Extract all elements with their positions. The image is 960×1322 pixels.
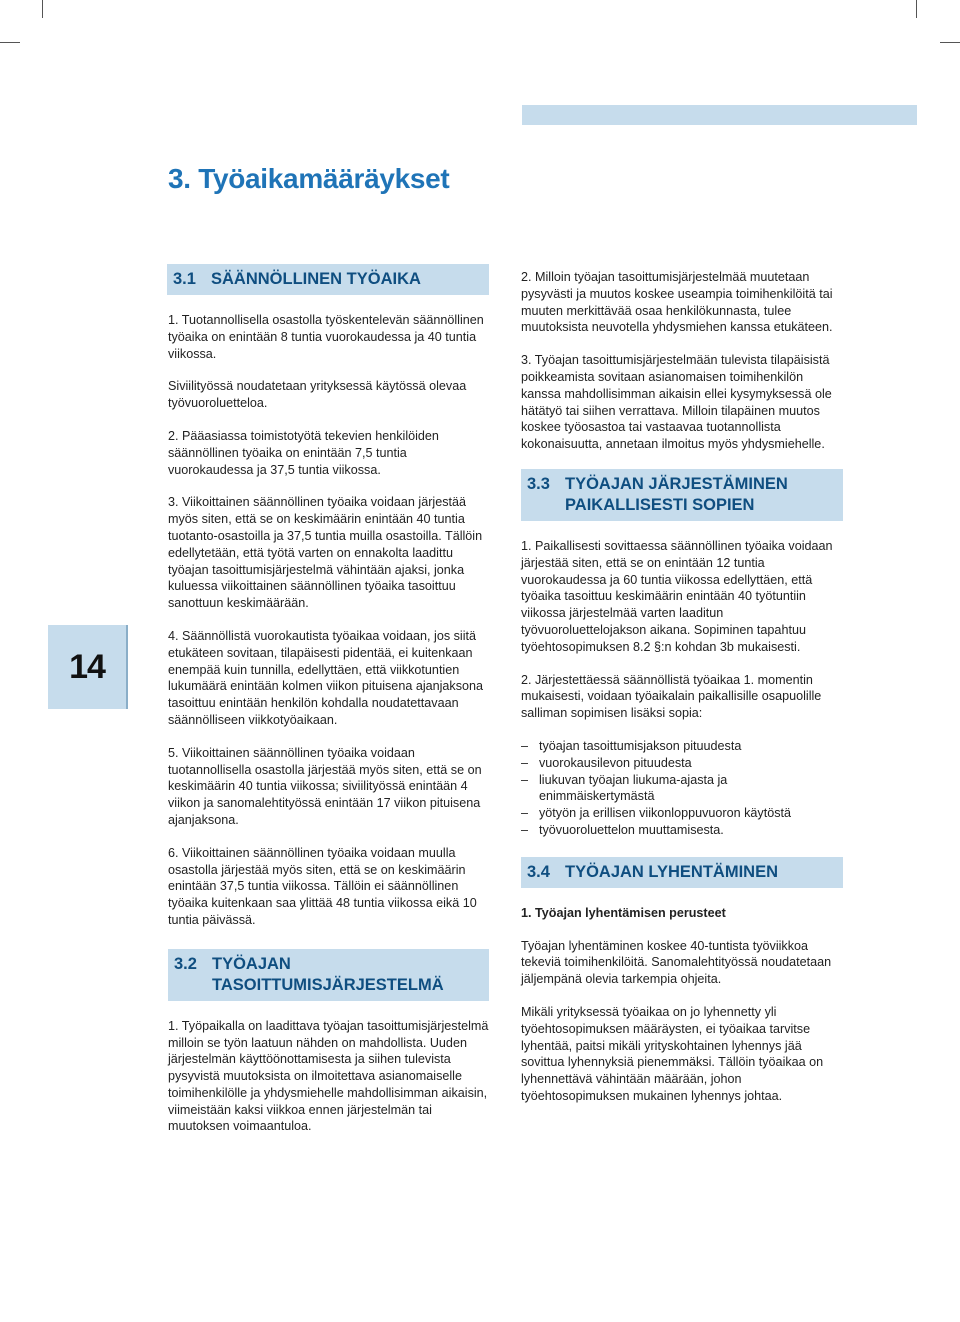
paragraph: Mikäli yrityksessä työaikaa on jo lyhennetty yli työehtosopimuksen määräysten, ei työaikaa tarvitse lyhentää, paitsi mikäli yrityskohtainen lyhennys jää sovittua lyhennyksiä pienemmäksi. Tällöin työaikaa on lyhennettävä vähintään määrään, johon työehtosopimuksen mukainen lyhennys johtaa.: [521, 1004, 824, 1103]
section-heading-3-1: [167, 264, 489, 295]
paragraph: 1. Paikallisesti sovittaessa säännöllinen työaika voidaan järjestää siten, että se on enintään 12 tuntia vuorokaudessa ja 60 tuntia viikossa edellyttäen, että työaika tasoittuu keskimäärin enintään 40 työtuntiin viikossa järjestelmää varten laaditun työvuoroluettelojakson aikana. Sopiminen tapahtuu työehtosopimuksen 8.2 §:n kohdan 3b mukaisesti.: [521, 538, 833, 654]
page-number: 14: [69, 647, 105, 686]
section-number: 3.2: [174, 954, 197, 973]
section-number: 3.1: [173, 270, 196, 288]
paragraph: 2. Milloin työajan tasoittumisjärjestelmää muutetaan pysyvästi ja muutos koskee useampia toimihenkilöitä tai muuten merkittävää osaa henkilökunnasta, tulee muutoksista neuvotella yhdysmiehen kanssa etukäteen.: [521, 270, 833, 335]
paragraph: 6. Viikoittainen säännöllinen työaika voidaan muulla osastolla järjestää myös siten, että se on keskimäärin enintään 37,5 tuntia viikossa. Tällöin ei säännöllinen työaika kuitenkaan saa ylittää 48 tuntia viikossa eikä 10 tuntia päivässä.: [168, 845, 477, 927]
chapter-title: 3. Työaikamääräykset: [168, 163, 450, 194]
right-column: [521, 269, 843, 1121]
paragraph: 1. Työpaikalla on laadittava työajan tasoittumisjärjestelmä milloin se työn laatuun nähden on mahdollista. Uuden järjestelmän käyttöönottamisesta ja siihen tulevista pysyvistä muutoksista on ilmoitettava asianomaiselle toimihenkilölle ja yhdysmiehelle mahdollisimman aikaisin, viimeistään kaksi viikkoa ennen järjestelmän tai muutoksen voimaantuloa.: [168, 1018, 489, 1134]
crop-mark: [940, 42, 960, 43]
agreement-list: [521, 738, 843, 839]
paragraph: 2. Pääasiassa toimistotyötä tekevien henkilöiden säännöllinen työaika on enintään 7,5 tuntia vuorokaudessa ja 37,5 tuntia viikossa.: [168, 428, 439, 477]
section-number: 3.3: [527, 474, 550, 493]
paragraph: 5. Viikoittainen säännöllinen työaika voidaan tuotannollisella osastolla järjestää myös siten, että se on keskimäärin 40 tuntia viikossa; siviilityössä enintään 4 viikon ja sanomalehtityössä enintään 17 viikon pituisena ajanjaksona.: [168, 745, 482, 827]
list-item: – työvuoroluettelon muuttamisesta.: [521, 822, 843, 839]
page-number-tab: [48, 625, 128, 709]
paragraph: Työajan lyhentäminen koskee 40-tuntista työviikkoa tekeviä toimihenkilöitä. Sanomalehtityössä noudatetaan jäljempänä olevia tarkempia ohjeita.: [521, 938, 832, 987]
section-title: TYÖAJAN JÄRJESTÄMINEN PAIKALLISESTI SOPIEN: [565, 474, 788, 514]
list-item: – yötyön ja erillisen viikonloppuvuoron käytöstä: [521, 805, 843, 822]
list-item: – työajan tasoittumisjakson pituudesta: [521, 738, 843, 755]
section-heading-3-3: [521, 469, 843, 521]
list-item: – vuorokausilevon pituudesta: [521, 755, 843, 772]
paragraph: Siviilityössä noudatetaan yrityksessä käytössä olevaa työvuoroluetteloa.: [168, 379, 467, 411]
subheading: 1. Työajan lyhentämisen perusteet: [521, 905, 726, 920]
paragraph: 2. Järjestettäessä säännöllistä työaikaa 1. momentin mukaisesti, voidaan työaikalain paikallisille osapuolille salliman sopimisen lisäksi sopia:: [521, 672, 822, 721]
paragraph: 4. Säännöllistä vuorokautista työaikaa voidaan, jos siitä etukäteen sovitaan, tilapäisesti pidentää, ei kuitenkaan enempää kuin tunnilla, edellyttäen, että viikkotuntien lukumäärä enintään kolmen viikon pituisena ajanjaksona tasoittuu enintään henkilön kohdalla noudatettavaan säännölliseen viikkotyöaikaan.: [168, 628, 484, 727]
crop-mark: [916, 0, 917, 18]
header-color-band: [522, 105, 917, 125]
paragraph: 1. Tuotannollisella osastolla työskentelevän säännöllinen työaika on enintään 8 tuntia vuorokaudessa ja 40 tuntia viikossa.: [168, 313, 484, 361]
paragraph: 3. Viikoittainen säännöllinen työaika voidaan järjestää myös siten, että se on keskimäärin enintään 40 tuntia tuotanto-osastoilla ja 37,5 tuntia muilla osastoilla. Tällöin edellytetään, että työtä varten on ennakolta laadittu työajan tasoittumisjärjestelmä vähintään ajaksi, jonka kuluessa viikoittainen säännöllinen työaika tasoittuu sanottuun keskimäärään.: [168, 495, 483, 611]
section-heading-3-4: [521, 857, 843, 888]
list-item: – liukuvan työajan liukuma-ajasta ja enimmäiskertymästä: [521, 772, 843, 806]
crop-mark: [0, 42, 20, 43]
paragraph: 3. Työajan tasoittumisjärjestelmään tulevista tilapäisistä poikkeamista sovitaan asianomaisen toimihenkilön kanssa mahdollisimman aikaisin ellei kysymyksessä ole hätätyö tai siihen verrattava. Milloin tilapäinen muutos koskee työosastoa tai vastaavaa tuotannollista kokonaisuutta, annetaan ilmoitus myös yhdysmiehelle.: [521, 353, 832, 452]
left-column: [168, 264, 489, 1151]
section-number: 3.4: [527, 862, 550, 881]
section-title: SÄÄNNÖLLINEN TYÖAIKA: [211, 270, 421, 288]
section-title: TYÖAJAN TASOITTUMISJÄRJESTELMÄ: [212, 954, 444, 994]
section-title: TYÖAJAN LYHENTÄMINEN: [565, 862, 778, 881]
crop-mark: [42, 0, 43, 18]
section-heading-3-2: [168, 949, 489, 1001]
